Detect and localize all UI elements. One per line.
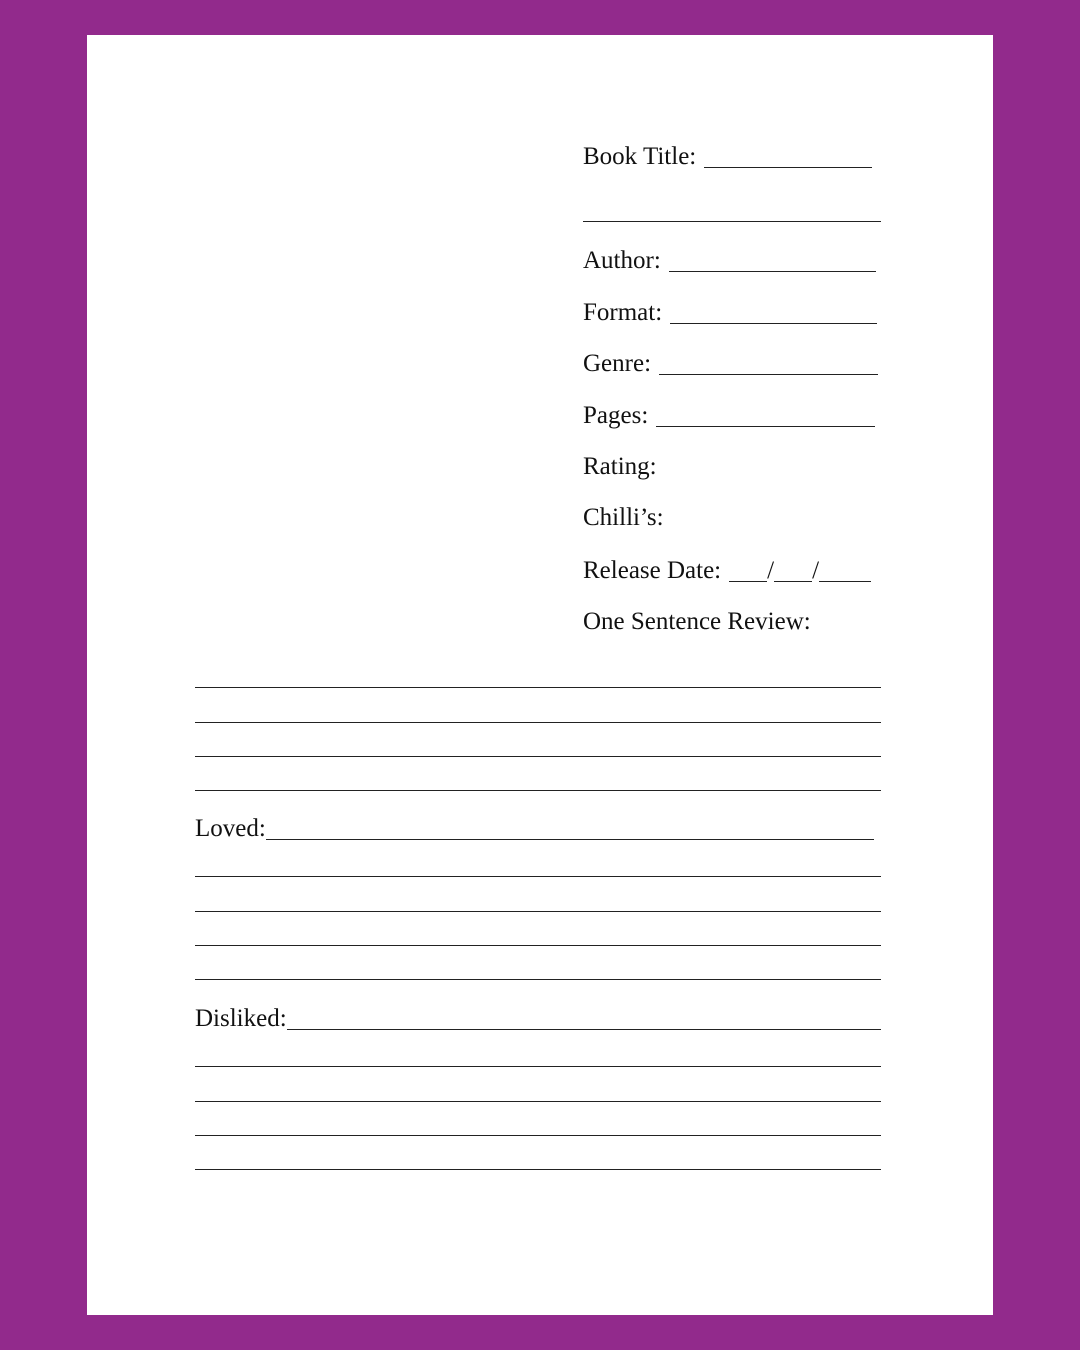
disliked-line[interactable] bbox=[195, 1066, 881, 1067]
disliked-label: Disliked: bbox=[195, 1005, 287, 1032]
book-title-blank-line-2[interactable] bbox=[583, 221, 881, 222]
rating-field bbox=[583, 452, 657, 482]
disliked-line[interactable] bbox=[195, 1101, 881, 1102]
loved-line[interactable] bbox=[195, 876, 881, 877]
release-date-month-blank[interactable] bbox=[729, 559, 767, 582]
author-field bbox=[583, 245, 876, 276]
loved-line[interactable] bbox=[195, 945, 881, 946]
disliked-line[interactable] bbox=[195, 1135, 881, 1136]
pages-label: Pages: bbox=[583, 402, 649, 429]
format-field bbox=[583, 297, 877, 328]
review-line[interactable] bbox=[195, 687, 881, 688]
format-blank[interactable] bbox=[670, 301, 877, 324]
loved-line[interactable] bbox=[195, 979, 881, 980]
release-date-separator: / bbox=[767, 557, 775, 584]
form-sheet bbox=[87, 35, 993, 1315]
author-blank[interactable] bbox=[669, 249, 876, 272]
review-field bbox=[583, 607, 811, 637]
loved-label: Loved: bbox=[195, 815, 266, 842]
rating-label: Rating: bbox=[583, 453, 657, 480]
author-label: Author: bbox=[583, 247, 661, 274]
pages-blank[interactable] bbox=[656, 404, 875, 427]
disliked-blank[interactable] bbox=[287, 1007, 881, 1030]
book-title-field bbox=[583, 141, 872, 172]
format-label: Format: bbox=[583, 299, 663, 326]
pages-field bbox=[583, 400, 875, 431]
loved-field bbox=[195, 813, 874, 844]
review-line[interactable] bbox=[195, 790, 881, 791]
review-line[interactable] bbox=[195, 722, 881, 723]
genre-label: Genre: bbox=[583, 350, 652, 377]
review-label: One Sentence Review: bbox=[583, 608, 811, 635]
release-date-year-blank[interactable] bbox=[819, 559, 871, 582]
review-line[interactable] bbox=[195, 756, 881, 757]
genre-blank[interactable] bbox=[659, 352, 878, 375]
book-title-blank[interactable] bbox=[704, 145, 872, 168]
release-date-day-blank[interactable] bbox=[774, 559, 812, 582]
chillis-field bbox=[583, 503, 664, 533]
book-title-label: Book Title: bbox=[583, 143, 697, 170]
release-date-field bbox=[583, 555, 871, 586]
genre-field bbox=[583, 348, 878, 379]
chillis-label: Chilli’s: bbox=[583, 504, 664, 531]
release-date-separator: / bbox=[812, 557, 820, 584]
loved-line[interactable] bbox=[195, 911, 881, 912]
loved-blank[interactable] bbox=[266, 817, 874, 840]
release-date-label: Release Date: bbox=[583, 557, 722, 584]
disliked-field bbox=[195, 1003, 881, 1034]
disliked-line[interactable] bbox=[195, 1169, 881, 1170]
